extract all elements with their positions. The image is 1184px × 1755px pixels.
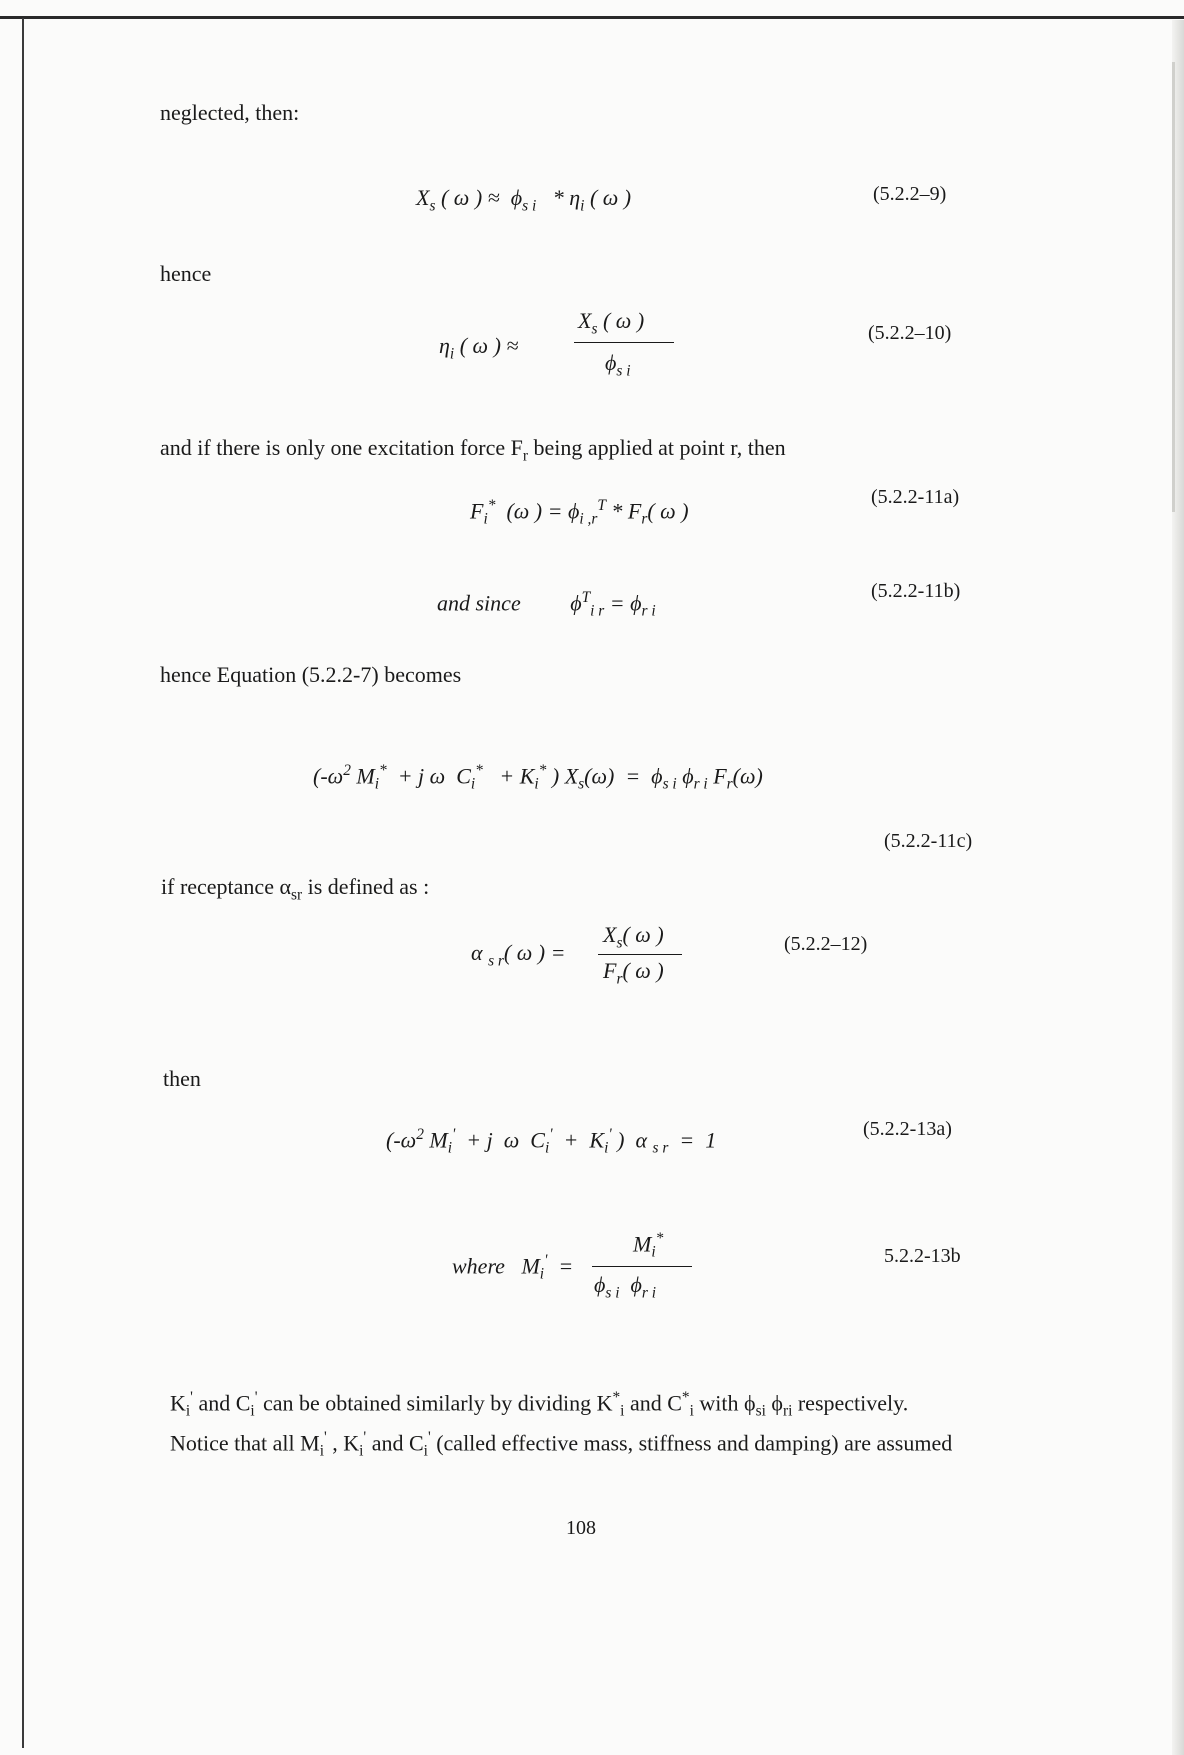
right-edge-mark	[1172, 62, 1175, 512]
equation-5-2-2-13b-lhs: where $M_i'$ =	[452, 1252, 574, 1283]
label-5-2-2-11b: (5.2.2-11b)	[871, 580, 961, 602]
equation-5-2-2-10-numerator: $X_s$ ( ω )	[578, 308, 645, 338]
fraction-bar-12	[598, 954, 682, 955]
label-5-2-2-10: (5.2.2–10)	[868, 322, 952, 344]
equation-5-2-2-12-numerator: $X_s$( ω )	[603, 922, 664, 952]
left-border-line	[22, 18, 24, 1748]
label-5-2-2-12: (5.2.2–12)	[784, 933, 868, 955]
label-5-2-2-13a: (5.2.2-13a)	[863, 1118, 952, 1140]
equation-5-2-2-13a: ($-\omega^2$ $M_i' + j$ ω $C_i' + K_i'$ ) α $_{s r}$ = 1	[386, 1126, 717, 1157]
equation-5-2-2-11c: ($-\omega^2$ $M_i^* + j$ ω $C_i^* + K_i^*$ ) $X_s(\omega) = \phi_{s i}$ $\phi_{r i}$ $F_r(\omega)$	[313, 762, 763, 793]
text-then: then	[163, 1066, 201, 1091]
equation-5-2-2-12-lhs: α $_{s r}$( ω ) =	[471, 940, 566, 970]
text-neglected: neglected, then:	[160, 100, 300, 125]
equation-5-2-2-11b: and since $\phi^T_{i r} = \phi_{r i}$	[437, 589, 656, 620]
top-border-line	[0, 16, 1184, 19]
equation-5-2-2-11a: $F_i^*$ (ω ) = $\phi_{i ,r}^T * F_r$( ω )	[470, 497, 689, 528]
label-5-2-2-11a: (5.2.2-11a)	[871, 486, 960, 508]
equation-5-2-2-13b-numerator: $M_i^*$	[633, 1230, 664, 1261]
text-receptance-definition: if receptance $\alpha_{sr}$ is defined as :	[161, 874, 430, 904]
equation-5-2-2-10-denominator: $\phi_{s i}$	[605, 350, 631, 380]
fraction-bar-10	[574, 342, 674, 343]
equation-5-2-2-13b-denominator: $\phi_{s i}$ $\phi_{r i}$	[594, 1272, 657, 1302]
text-notice-effective: Notice that all $M_i'$ , $K_i'$ and $C_i'$ (called effective mass, stiffness and damping) are assumed	[170, 1429, 953, 1460]
equation-5-2-2-10-lhs: $\eta_i$ ( ω ) ≈	[439, 333, 519, 363]
label-5-2-2-11c: (5.2.2-11c)	[884, 830, 973, 852]
label-5-2-2-9: (5.2.2–9)	[873, 183, 947, 205]
equation-5-2-2-9: $X_s$ ( ω ) ≈ $\phi_{s i} * \eta_i$ ( ω )	[416, 185, 632, 215]
page-number: 108	[566, 1517, 596, 1539]
text-hence: hence	[160, 261, 212, 286]
equation-5-2-2-12-denominator: $F_r$( ω )	[603, 958, 664, 988]
text-hence-equation: hence Equation (5.2.2-7) becomes	[160, 662, 462, 687]
text-k-and-c-obtained: $K_i'$ and $C_i'$ can be obtained similarly by dividing $K^*_i$ and $C^*_i$ with $\phi_{si}$ $\phi_{ri}$ respectively.	[170, 1389, 909, 1420]
fraction-bar-13b	[592, 1266, 692, 1267]
label-5-2-2-13b: 5.2.2-13b	[884, 1245, 961, 1267]
text-excitation-force: and if there is only one excitation force $F_r$ being applied at point r, then	[160, 435, 786, 465]
